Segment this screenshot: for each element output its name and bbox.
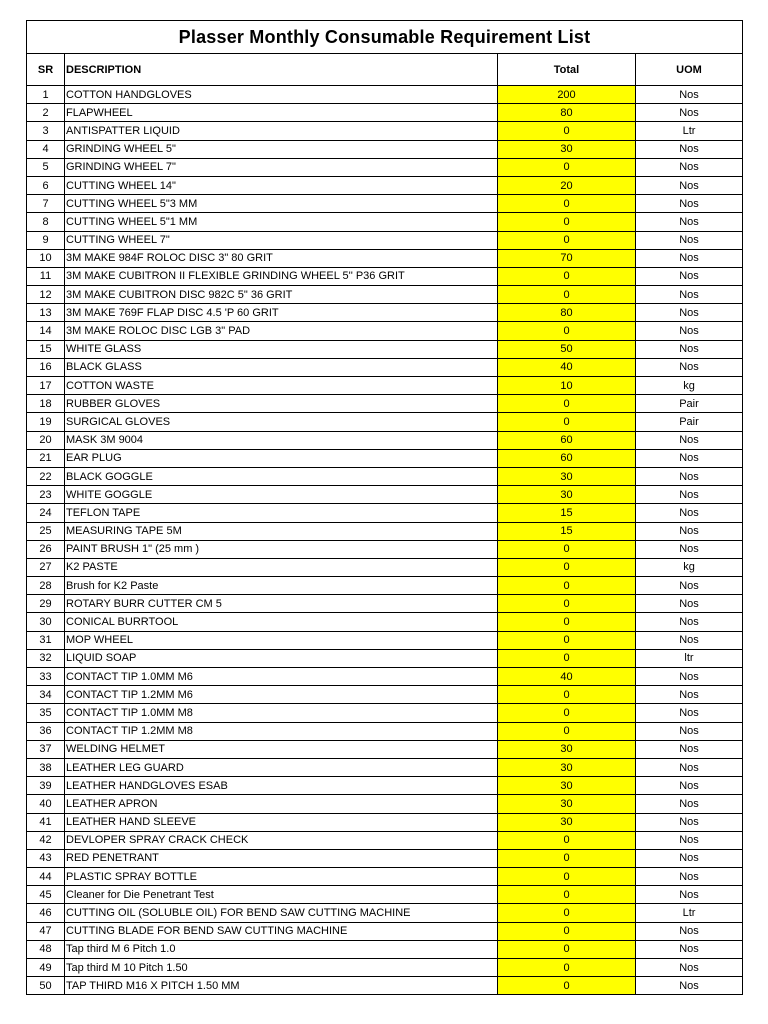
cell-description: LEATHER LEG GUARD (65, 758, 498, 776)
cell-total: 30 (498, 740, 636, 758)
cell-sr: 40 (27, 795, 65, 813)
cell-total: 0 (498, 413, 636, 431)
cell-description: CUTTING OIL (SOLUBLE OIL) FOR BEND SAW CUTTING MACHINE (65, 904, 498, 922)
cell-total: 0 (498, 831, 636, 849)
table-row (27, 904, 743, 922)
cell-total: 0 (498, 977, 636, 995)
cell-description: K2 PASTE (65, 558, 498, 576)
table-row (27, 686, 743, 704)
cell-uom: Nos (636, 304, 743, 322)
table-row (27, 595, 743, 613)
cell-total: 60 (498, 449, 636, 467)
cell-uom: Nos (636, 959, 743, 977)
cell-description: 3M MAKE 984F ROLOC DISC 3" 80 GRIT (65, 249, 498, 267)
cell-total: 0 (498, 631, 636, 649)
cell-sr: 44 (27, 868, 65, 886)
cell-total: 0 (498, 886, 636, 904)
page-title: Plasser Monthly Consumable Requirement List (27, 21, 743, 54)
table-row (27, 613, 743, 631)
table-row (27, 831, 743, 849)
cell-total: 30 (498, 486, 636, 504)
cell-uom: Nos (636, 704, 743, 722)
cell-uom: Nos (636, 868, 743, 886)
cell-description: PLASTIC SPRAY BOTTLE (65, 868, 498, 886)
table-row (27, 722, 743, 740)
cell-sr: 32 (27, 649, 65, 667)
cell-total: 40 (498, 668, 636, 686)
cell-total: 10 (498, 377, 636, 395)
table-row (27, 977, 743, 995)
cell-sr: 4 (27, 140, 65, 158)
cell-description: CUTTING WHEEL 7" (65, 231, 498, 249)
cell-total: 15 (498, 504, 636, 522)
table-row (27, 340, 743, 358)
cell-description: Tap third M 6 Pitch 1.0 (65, 940, 498, 958)
cell-description: WHITE GOGGLE (65, 486, 498, 504)
cell-sr: 6 (27, 176, 65, 194)
cell-description: ANTISPATTER LIQUID (65, 122, 498, 140)
cell-description: CUTTING WHEEL 5"3 MM (65, 195, 498, 213)
cell-description: CUTTING WHEEL 14" (65, 176, 498, 194)
cell-total: 0 (498, 231, 636, 249)
cell-uom: Nos (636, 86, 743, 104)
cell-sr: 25 (27, 522, 65, 540)
cell-uom: Nos (636, 722, 743, 740)
cell-uom: Nos (636, 886, 743, 904)
cell-uom: Nos (636, 486, 743, 504)
table-row (27, 195, 743, 213)
table-row (27, 740, 743, 758)
cell-total: 0 (498, 595, 636, 613)
cell-sr: 49 (27, 959, 65, 977)
cell-uom: Nos (636, 831, 743, 849)
cell-description: BLACK GLASS (65, 358, 498, 376)
cell-sr: 48 (27, 940, 65, 958)
cell-uom: kg (636, 377, 743, 395)
cell-sr: 17 (27, 377, 65, 395)
cell-total: 0 (498, 922, 636, 940)
cell-total: 0 (498, 286, 636, 304)
cell-uom: Nos (636, 758, 743, 776)
cell-sr: 28 (27, 577, 65, 595)
cell-uom: Nos (636, 286, 743, 304)
header-sr: SR (27, 54, 65, 86)
cell-sr: 9 (27, 231, 65, 249)
table-row (27, 540, 743, 558)
cell-sr: 3 (27, 122, 65, 140)
cell-description: CONICAL BURRTOOL (65, 613, 498, 631)
table-row (27, 267, 743, 285)
cell-description: TAP THIRD M16 X PITCH 1.50 MM (65, 977, 498, 995)
header-uom: UOM (636, 54, 743, 86)
cell-total: 0 (498, 868, 636, 886)
cell-description: ROTARY BURR CUTTER CM 5 (65, 595, 498, 613)
cell-total: 0 (498, 940, 636, 958)
table-row (27, 304, 743, 322)
table-row (27, 86, 743, 104)
cell-sr: 26 (27, 540, 65, 558)
cell-total: 30 (498, 140, 636, 158)
table-row (27, 522, 743, 540)
table-row (27, 668, 743, 686)
cell-description: MEASURING TAPE 5M (65, 522, 498, 540)
cell-uom: Nos (636, 940, 743, 958)
table-row (27, 322, 743, 340)
cell-sr: 24 (27, 504, 65, 522)
cell-uom: Nos (636, 104, 743, 122)
cell-sr: 16 (27, 358, 65, 376)
header-row (27, 54, 743, 86)
cell-sr: 43 (27, 849, 65, 867)
cell-uom: Nos (636, 504, 743, 522)
table-row (27, 758, 743, 776)
cell-description: FLAPWHEEL (65, 104, 498, 122)
cell-sr: 39 (27, 777, 65, 795)
cell-sr: 20 (27, 431, 65, 449)
cell-description: 3M MAKE CUBITRON II FLEXIBLE GRINDING WHEEL 5'' P36 GRIT (65, 267, 498, 285)
cell-sr: 1 (27, 86, 65, 104)
cell-description: DEVLOPER SPRAY CRACK CHECK (65, 831, 498, 849)
table-row (27, 286, 743, 304)
cell-sr: 21 (27, 449, 65, 467)
cell-description: CUTTING WHEEL 5"1 MM (65, 213, 498, 231)
table-row (27, 213, 743, 231)
table-row (27, 249, 743, 267)
cell-sr: 47 (27, 922, 65, 940)
cell-sr: 42 (27, 831, 65, 849)
cell-total: 0 (498, 540, 636, 558)
cell-description: 3M MAKE CUBITRON DISC 982C 5" 36 GRIT (65, 286, 498, 304)
cell-sr: 23 (27, 486, 65, 504)
table-row (27, 849, 743, 867)
cell-total: 60 (498, 431, 636, 449)
cell-description: CONTACT TIP 1.2MM M8 (65, 722, 498, 740)
cell-uom: Nos (636, 977, 743, 995)
cell-uom: Pair (636, 395, 743, 413)
cell-description: RUBBER GLOVES (65, 395, 498, 413)
cell-total: 70 (498, 249, 636, 267)
table-row (27, 631, 743, 649)
cell-uom: Pair (636, 413, 743, 431)
header-total: Total (498, 54, 636, 86)
cell-total: 0 (498, 649, 636, 667)
cell-description: 3M MAKE ROLOC DISC LGB 3" PAD (65, 322, 498, 340)
cell-sr: 37 (27, 740, 65, 758)
cell-total: 30 (498, 795, 636, 813)
cell-uom: ltr (636, 649, 743, 667)
title-row (27, 21, 743, 54)
cell-total: 0 (498, 849, 636, 867)
cell-description: Cleaner for Die Penetrant Test (65, 886, 498, 904)
cell-total: 0 (498, 904, 636, 922)
cell-description: CONTACT TIP 1.2MM M6 (65, 686, 498, 704)
cell-uom: Nos (636, 577, 743, 595)
cell-description: GRINDING WHEEL 7" (65, 158, 498, 176)
table-row (27, 176, 743, 194)
cell-total: 0 (498, 722, 636, 740)
cell-uom: Nos (636, 322, 743, 340)
cell-uom: Nos (636, 140, 743, 158)
cell-sr: 27 (27, 558, 65, 576)
cell-total: 0 (498, 158, 636, 176)
cell-uom: Nos (636, 522, 743, 540)
cell-description: COTTON HANDGLOVES (65, 86, 498, 104)
table-row (27, 704, 743, 722)
cell-total: 0 (498, 577, 636, 595)
table-row (27, 140, 743, 158)
cell-total: 30 (498, 467, 636, 485)
cell-description: RED PENETRANT (65, 849, 498, 867)
cell-uom: kg (636, 558, 743, 576)
cell-sr: 35 (27, 704, 65, 722)
cell-sr: 19 (27, 413, 65, 431)
cell-total: 200 (498, 86, 636, 104)
cell-description: LIQUID SOAP (65, 649, 498, 667)
table-row (27, 886, 743, 904)
table-row (27, 504, 743, 522)
cell-uom: Nos (636, 267, 743, 285)
table-row (27, 649, 743, 667)
cell-description: BLACK GOGGLE (65, 467, 498, 485)
cell-sr: 13 (27, 304, 65, 322)
cell-sr: 11 (27, 267, 65, 285)
table-row (27, 449, 743, 467)
cell-description: 3M MAKE 769F FLAP DISC 4.5 'P 60 GRIT (65, 304, 498, 322)
cell-total: 30 (498, 758, 636, 776)
table-row (27, 431, 743, 449)
cell-uom: Nos (636, 922, 743, 940)
cell-sr: 29 (27, 595, 65, 613)
cell-description: CONTACT TIP 1.0MM M6 (65, 668, 498, 686)
cell-uom: Nos (636, 431, 743, 449)
cell-total: 30 (498, 813, 636, 831)
cell-sr: 41 (27, 813, 65, 831)
cell-description: MASK 3M 9004 (65, 431, 498, 449)
cell-total: 40 (498, 358, 636, 376)
table-row (27, 777, 743, 795)
cell-description: EAR PLUG (65, 449, 498, 467)
cell-uom: Nos (636, 195, 743, 213)
header-description: DESCRIPTION (65, 54, 498, 86)
cell-uom: Nos (636, 340, 743, 358)
cell-uom: Nos (636, 849, 743, 867)
cell-uom: Ltr (636, 122, 743, 140)
cell-sr: 15 (27, 340, 65, 358)
cell-description: GRINDING WHEEL 5" (65, 140, 498, 158)
cell-uom: Nos (636, 249, 743, 267)
cell-description: SURGICAL GLOVES (65, 413, 498, 431)
table-row (27, 868, 743, 886)
cell-total: 0 (498, 686, 636, 704)
cell-description: LEATHER APRON (65, 795, 498, 813)
cell-sr: 33 (27, 668, 65, 686)
cell-sr: 38 (27, 758, 65, 776)
cell-uom: Nos (636, 795, 743, 813)
cell-uom: Nos (636, 540, 743, 558)
cell-total: 15 (498, 522, 636, 540)
cell-total: 0 (498, 122, 636, 140)
cell-sr: 45 (27, 886, 65, 904)
table-row (27, 104, 743, 122)
cell-uom: Nos (636, 158, 743, 176)
cell-description: WHITE GLASS (65, 340, 498, 358)
cell-sr: 5 (27, 158, 65, 176)
cell-sr: 31 (27, 631, 65, 649)
cell-total: 80 (498, 304, 636, 322)
cell-uom: Nos (636, 358, 743, 376)
cell-sr: 30 (27, 613, 65, 631)
cell-sr: 8 (27, 213, 65, 231)
cell-description: TEFLON TAPE (65, 504, 498, 522)
table-row (27, 922, 743, 940)
cell-total: 0 (498, 558, 636, 576)
cell-total: 0 (498, 613, 636, 631)
cell-sr: 2 (27, 104, 65, 122)
cell-sr: 7 (27, 195, 65, 213)
cell-description: WELDING HELMET (65, 740, 498, 758)
cell-uom: Nos (636, 686, 743, 704)
cell-sr: 34 (27, 686, 65, 704)
cell-uom: Nos (636, 595, 743, 613)
cell-total: 0 (498, 213, 636, 231)
cell-description: CUTTING BLADE FOR BEND SAW CUTTING MACHINE (65, 922, 498, 940)
cell-total: 0 (498, 959, 636, 977)
cell-sr: 10 (27, 249, 65, 267)
cell-uom: Nos (636, 613, 743, 631)
cell-uom: Nos (636, 449, 743, 467)
table-row (27, 486, 743, 504)
cell-uom: Nos (636, 813, 743, 831)
cell-description: LEATHER HANDGLOVES ESAB (65, 777, 498, 795)
cell-total: 0 (498, 195, 636, 213)
table-row (27, 959, 743, 977)
table-row (27, 158, 743, 176)
table-row (27, 358, 743, 376)
table-row (27, 413, 743, 431)
cell-description: Brush for K2 Paste (65, 577, 498, 595)
table-row (27, 395, 743, 413)
cell-description: Tap third M 10 Pitch 1.50 (65, 959, 498, 977)
cell-sr: 14 (27, 322, 65, 340)
table-row (27, 231, 743, 249)
cell-description: PAINT BRUSH 1" (25 mm ) (65, 540, 498, 558)
cell-sr: 22 (27, 467, 65, 485)
cell-description: CONTACT TIP 1.0MM M8 (65, 704, 498, 722)
table-row (27, 558, 743, 576)
cell-total: 80 (498, 104, 636, 122)
cell-description: COTTON WASTE (65, 377, 498, 395)
table-row (27, 122, 743, 140)
table-row (27, 795, 743, 813)
cell-sr: 46 (27, 904, 65, 922)
cell-total: 30 (498, 777, 636, 795)
cell-sr: 36 (27, 722, 65, 740)
cell-uom: Nos (636, 213, 743, 231)
cell-sr: 18 (27, 395, 65, 413)
cell-description: MOP WHEEL (65, 631, 498, 649)
cell-uom: Nos (636, 467, 743, 485)
requirement-sheet (26, 20, 742, 995)
cell-uom: Nos (636, 777, 743, 795)
cell-uom: Nos (636, 631, 743, 649)
cell-total: 20 (498, 176, 636, 194)
requirement-table (26, 20, 743, 995)
cell-total: 0 (498, 704, 636, 722)
table-row (27, 577, 743, 595)
cell-uom: Nos (636, 231, 743, 249)
cell-uom: Ltr (636, 904, 743, 922)
cell-total: 0 (498, 395, 636, 413)
table-row (27, 940, 743, 958)
cell-uom: Nos (636, 176, 743, 194)
cell-total: 0 (498, 322, 636, 340)
table-row (27, 467, 743, 485)
cell-sr: 50 (27, 977, 65, 995)
table-row (27, 377, 743, 395)
cell-description: LEATHER HAND SLEEVE (65, 813, 498, 831)
cell-uom: Nos (636, 740, 743, 758)
table-row (27, 813, 743, 831)
cell-total: 50 (498, 340, 636, 358)
cell-uom: Nos (636, 668, 743, 686)
cell-sr: 12 (27, 286, 65, 304)
cell-total: 0 (498, 267, 636, 285)
